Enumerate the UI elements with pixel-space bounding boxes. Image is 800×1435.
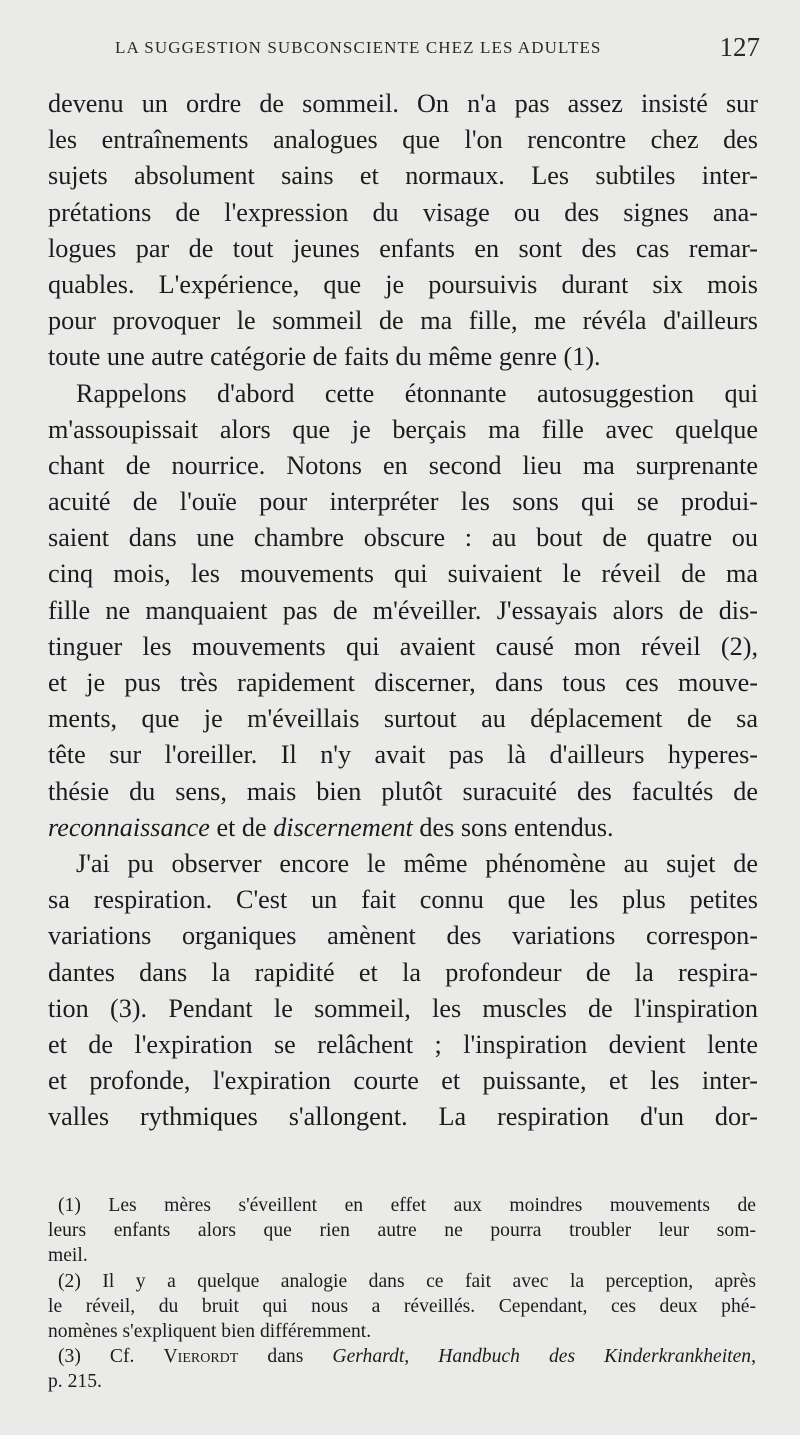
footnote-1-line: meil. bbox=[48, 1245, 88, 1267]
text-line: variations organiques amènent des variations correspon- bbox=[48, 921, 758, 951]
text-fragment: , bbox=[751, 1346, 756, 1368]
text-line: cinq mois, les mouvements qui suivaient le réveil de ma bbox=[48, 559, 758, 589]
footnote-2-line: nomènes s'expliquent bien différemment. bbox=[48, 1320, 372, 1342]
running-head-title: LA SUGGESTION SUBCONSCIENTE CHEZ LES ADULTES bbox=[115, 38, 602, 57]
text-line: tion (3). Pendant le sommeil, les muscles de l'inspiration bbox=[48, 993, 758, 1023]
paragraph-start-line: Rappelons d'abord cette étonnante autosuggestion qui bbox=[76, 378, 758, 408]
text-line: valles rythmiques s'allongent. La respiration d'un dor- bbox=[48, 1102, 758, 1132]
text-line: devenu un ordre de sommeil. On n'a pas assez insisté sur bbox=[48, 89, 758, 118]
text-line: thésie du sens, mais bien plutôt suracuité des facultés de bbox=[48, 776, 758, 806]
page-number: 127 bbox=[719, 32, 760, 62]
footnote-3-line: p. 215. bbox=[48, 1371, 102, 1393]
running-head bbox=[115, 32, 760, 62]
text-line: et je pus très rapidement discerner, dans tous ces mouve- bbox=[48, 668, 758, 697]
text-line: et profonde, l'expiration courte et puissante, et les inter- bbox=[48, 1066, 758, 1096]
text-line: acuité de l'ouïe pour interpréter les sons qui se produi- bbox=[48, 487, 758, 517]
text-line: et de l'expiration se relâchent ; l'inspiration devient lente bbox=[48, 1029, 758, 1059]
footnote-1-line: leurs enfants alors que rien autre ne pourra troubler leur som- bbox=[48, 1220, 756, 1242]
text-line: m'assoupissait alors que je berçais ma fille avec quelque bbox=[48, 414, 758, 444]
author-name: Vierordt bbox=[163, 1346, 239, 1368]
footnote-3-line bbox=[48, 1344, 756, 1369]
text-line: chant de nourrice. Notons en second lieu ma surprenante bbox=[48, 450, 758, 480]
text-line: sujets absolument sains et normaux. Les subtiles inter- bbox=[48, 161, 758, 191]
text-line: prétations de l'expression du visage ou des signes ana- bbox=[48, 197, 758, 227]
text-line: quables. L'expérience, que je poursuivis durant six mois bbox=[48, 269, 758, 299]
italic-term: reconnaissance bbox=[48, 812, 210, 842]
body-text bbox=[48, 86, 758, 1135]
text-line: saient dans une chambre obscure : au bout de quatre ou bbox=[48, 523, 758, 553]
text-line: les entraînements analogues que l'on rencontre chez des bbox=[48, 125, 758, 155]
text-line: logues par de tout jeunes enfants en sont des cas remar- bbox=[48, 233, 758, 263]
italic-term: discernement bbox=[273, 812, 413, 842]
text-line-italic bbox=[48, 810, 758, 846]
text-fragment: et de bbox=[209, 812, 274, 842]
footnote-3-prefix: (3) Cf. bbox=[58, 1346, 164, 1368]
text-line: dantes dans la rapidité et la profondeur de la respira- bbox=[48, 957, 758, 987]
text-line: toute une autre catégorie de faits du même genre (1). bbox=[48, 342, 601, 372]
footnotes bbox=[48, 1193, 756, 1395]
text-line: pour provoquer le sommeil de ma fille, me révéla d'ailleurs bbox=[48, 306, 758, 336]
text-line: tête sur l'oreiller. Il n'y avait pas là d'ailleurs hyperes- bbox=[48, 740, 758, 770]
paragraph-start-line: J'ai pu observer encore le même phénomène au sujet de bbox=[76, 848, 758, 878]
footnote-1-line: (1) Les mères s'éveillent en effet aux moindres mouvements de bbox=[58, 1195, 756, 1216]
text-line: sa respiration. C'est un fait connu que les plus petites bbox=[48, 885, 758, 915]
text-line: tinguer les mouvements qui avaient causé mon réveil (2), bbox=[48, 631, 758, 661]
citation-title: Gerhardt, Handbuch des Kinderkrankheiten bbox=[332, 1346, 752, 1368]
text-line: fille ne manquaient pas de m'éveiller. J'essayais alors de dis- bbox=[48, 595, 758, 625]
text-fragment: dans bbox=[238, 1346, 333, 1368]
footnote-2-line: (2) Il y a quelque analogie dans ce fait avec la perception, après bbox=[58, 1270, 756, 1292]
text-fragment: des sons entendus. bbox=[412, 812, 614, 842]
footnote-2-line: le réveil, du bruit qui nous a réveillés. Cependant, ces deux phé- bbox=[48, 1295, 756, 1317]
text-line: ments, que je m'éveillais surtout au déplacement de sa bbox=[48, 704, 758, 734]
